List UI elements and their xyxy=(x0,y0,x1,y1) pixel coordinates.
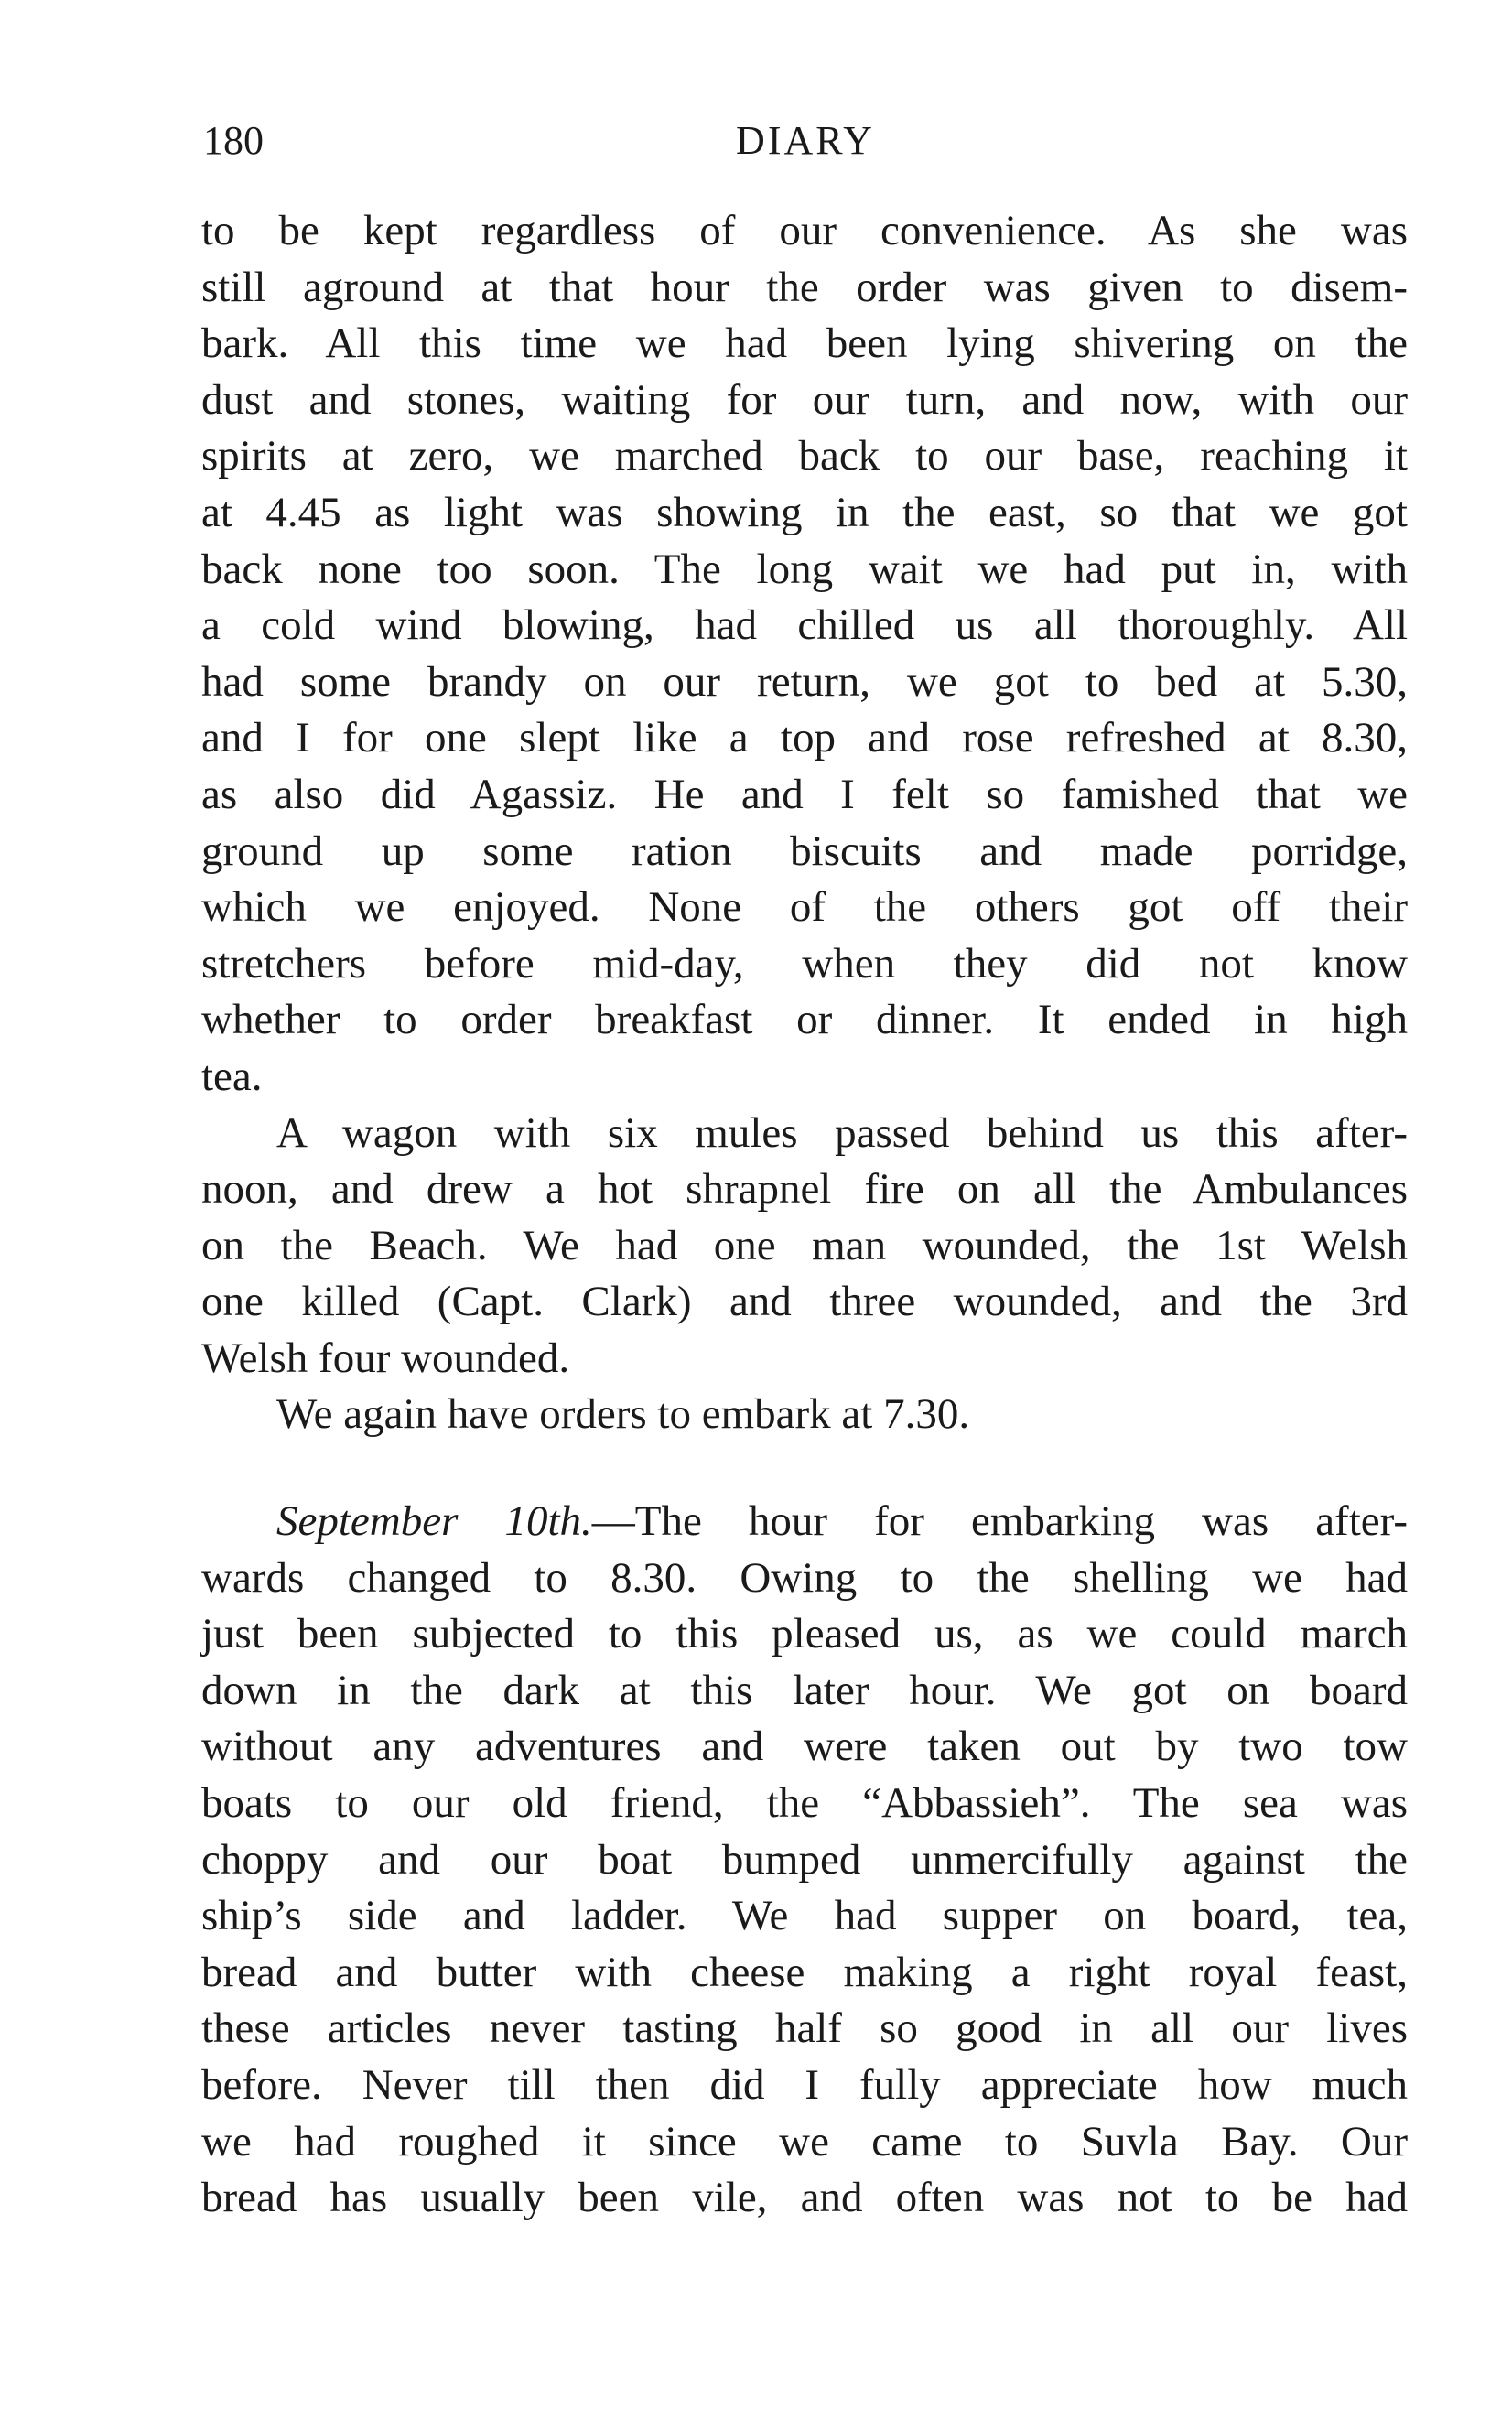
text-line: before. Never till then did I fully appreciate how much xyxy=(201,2061,1408,2109)
text-line: we had roughed it since we came to Suvla Bay. Our xyxy=(201,2117,1408,2165)
text-line: and I for one slept like a top and rose refreshed at 8.30, xyxy=(201,714,1408,762)
text-line: without any adventures and were taken out by two tow xyxy=(201,1723,1408,1771)
text-line: stretchers before mid-day, when they did not know xyxy=(201,939,1408,988)
text-line: to be kept regardless of our convenience. As she was xyxy=(201,207,1408,254)
text-line: bread has usually been vile, and often was not to be had xyxy=(201,2174,1408,2222)
text-line: one killed (Capt. Clark) and three wounded, and the 3rd xyxy=(201,1278,1408,1326)
text-line: these articles never tasting half so good in all our lives xyxy=(201,2004,1408,2053)
text-line xyxy=(201,1494,1408,1550)
text-line: on the Beach. We had one man wounded, the 1st Welsh xyxy=(201,1221,1408,1269)
text-line: ship’s side and ladder. We had supper on board, tea, xyxy=(201,1892,1408,1940)
text-line: at 4.45 as light was showing in the east, so that we got xyxy=(201,488,1408,536)
text-line: dust and stones, waiting for our turn, and now, with our xyxy=(201,375,1408,424)
text-line: noon, and drew a hot shrapnel fire on all the Ambulances xyxy=(201,1165,1408,1214)
paragraph xyxy=(201,1106,1408,1388)
paragraph xyxy=(201,1494,1408,2227)
text-line: back none too soon. The long wait we had put in, with xyxy=(201,545,1408,593)
text-line: choppy and our boat bumped unmercifully against the xyxy=(201,1835,1408,1884)
text-line: ground up some ration biscuits and made porridge, xyxy=(201,826,1408,875)
page-number: 180 xyxy=(203,118,264,163)
text-line: still aground at that hour the order was given to disem- xyxy=(201,263,1408,311)
text-line: had some brandy on our return, we got to bed at 5.30, xyxy=(201,657,1408,706)
paragraph-gap xyxy=(201,1443,1408,1494)
date-heading: September 10th. xyxy=(276,1497,592,1546)
text-line: spirits at zero, we marched back to our base, reaching it xyxy=(201,432,1408,481)
running-title: DIARY xyxy=(736,118,875,163)
text-line: tea. xyxy=(201,1052,263,1100)
text-line: just been subjected to this pleased us, as we could march xyxy=(201,1610,1408,1658)
page-header xyxy=(203,117,1408,172)
text-line: bark. All this time we had been lying shivering on the xyxy=(201,319,1408,368)
text-line: whether to order breakfast or dinner. It ended in high xyxy=(201,996,1408,1044)
text-line: a cold wind blowing, had chilled us all thoroughly. All xyxy=(201,601,1408,650)
text-line: We again have orders to embark at 7.30. xyxy=(276,1390,970,1439)
text-line: boats to our old friend, the “Abbassieh”. The sea was xyxy=(201,1779,1408,1828)
text-line: Welsh four wounded. xyxy=(201,1334,570,1382)
text-line: as also did Agassiz. He and I felt so famished that we xyxy=(201,770,1408,818)
paragraph xyxy=(201,1387,1408,1443)
text-line: down in the dark at this later hour. We got on board xyxy=(201,1666,1408,1714)
body-text xyxy=(201,203,1408,2227)
text-line: which we enjoyed. None of the others got off their xyxy=(201,883,1408,932)
line-text: —The hour for embarking was after- xyxy=(591,1497,1408,1546)
text-line: bread and butter with cheese making a right royal feast, xyxy=(201,1948,1408,1996)
text-line: A wagon with six mules passed behind us this after- xyxy=(276,1108,1408,1157)
paragraph xyxy=(201,203,1408,1106)
text-line: wards changed to 8.30. Owing to the shelling we had xyxy=(201,1553,1408,1602)
